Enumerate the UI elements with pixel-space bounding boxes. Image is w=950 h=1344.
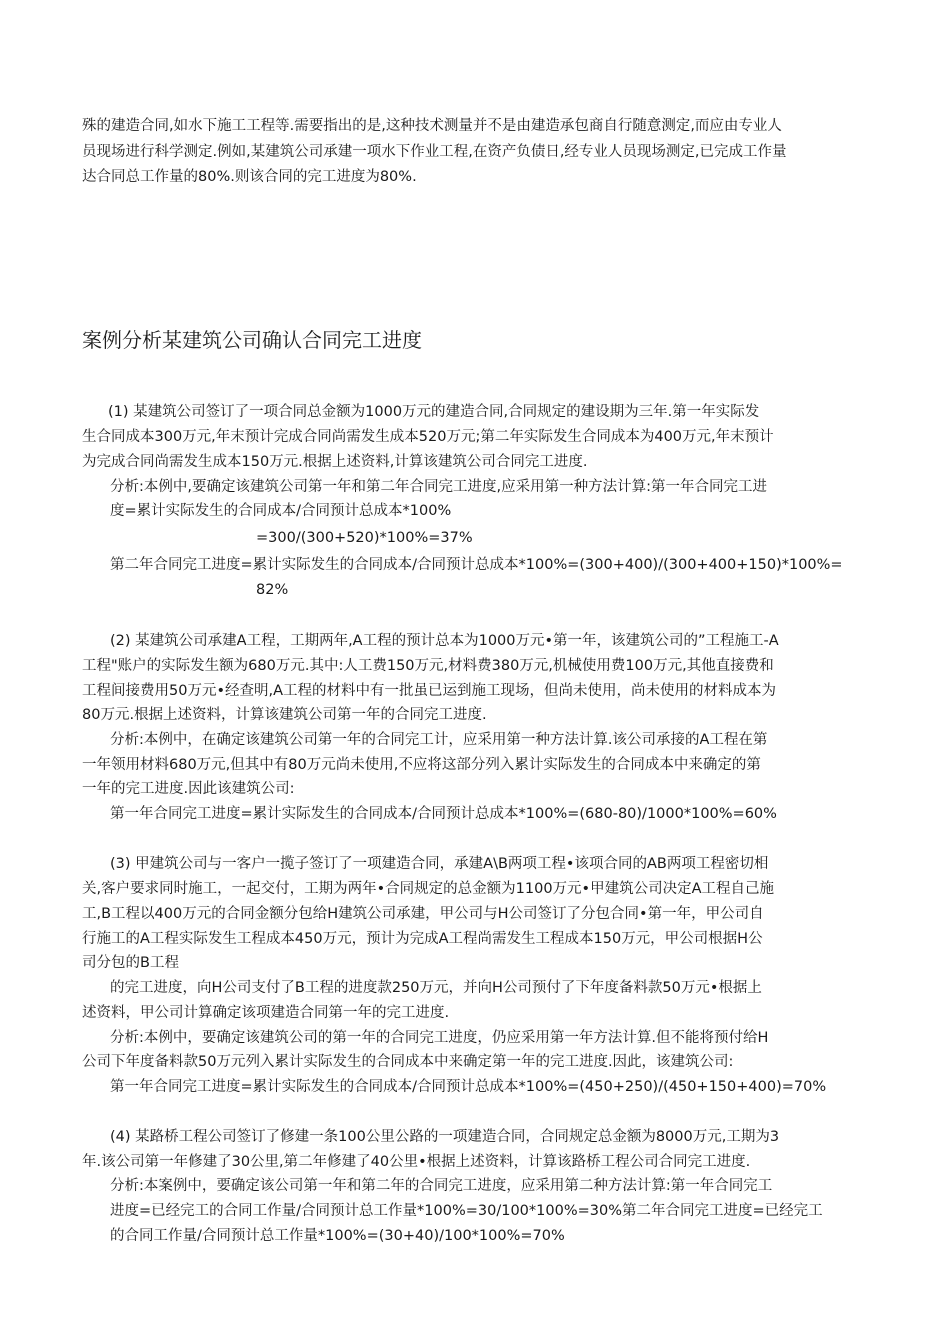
case2-line-1: (2) 某建筑公司承建A工程，工期两年,A工程的预计总本为1000万元•第一年，该建筑公司的”工程施工-A: [110, 633, 779, 649]
case3-line-7: 述资料，甲公司计算确定该项建造合同第一年的完工进度.: [82, 1005, 450, 1021]
case3-line-1: (3) 甲建筑公司与一客户一揽子签订了一项建造合同，承建A\B两项工程•该项合同的AB两项工程密切相: [110, 856, 769, 872]
case4-line-2: 年.该公司第一年修建了30公里,第二年修建了40公里•根据上述资料，计算该路桥工程公司合同完工进度.: [82, 1154, 751, 1170]
case2-line-4: 80万元.根据上述资料，计算该建筑公司第一年的合同完工进度.: [82, 707, 487, 723]
case3-analysis-2: 公司下年度备料款50万元列入累计实际发生的合同成本中来确定第一年的完工进度.因此，该建筑公司:: [82, 1054, 734, 1070]
case3-line-5: 司分包的B工程: [82, 955, 179, 971]
case2-line-2: 工程"账户的实际发生额为680万元.其中:人工费150万元,材料费380万元,机械使用费100万元,其他直接费和: [82, 658, 774, 674]
case4-analysis-1: 分析:本案例中，要确定该公司第一年和第二年的合同完工进度，应采用第二种方法计算:第一年合同完工: [110, 1178, 773, 1194]
case2-result: 第一年合同完工进度=累计实际发生的合同成本/合同预计总成本*100%=(680-80)/1000*100%=60%: [110, 806, 777, 822]
case1-line-2: 生合同成本300万元,年末预计完成合同尚需发生成本520万元;第二年实际发生合同成本为400万元,年末预计: [82, 429, 774, 445]
case1-result: 82%: [256, 582, 289, 598]
intro-line-3: 达合同总工作量的80%.则该合同的完工进度为80%.: [82, 169, 417, 185]
case2-analysis-3: 一年的完工进度.因此该建筑公司:: [82, 781, 295, 797]
case2-line-3: 工程间接费用50万元•经查明,A工程的材料中有一批虽已运到施工现场，但尚未使用，尚未使用的材料成本为: [82, 683, 777, 699]
case2-analysis-1: 分析:本例中，在确定该建筑公司第一年的合同完工计，应采用第一种方法计算.该公司承接的A工程在第: [110, 732, 768, 748]
case1-analysis-3: 第二年合同完工进度=累计实际发生的合同成本/合同预计总成本*100%=(300+400)/(300+400+150)*100%=: [110, 557, 843, 573]
section-heading: 案例分析某建筑公司确认合同完工进度: [82, 328, 422, 352]
case3-line-4: 行施工的A工程实际发生工程成本450万元，预计为完成A工程尚需发生工程成本150万元，甲公司根据H公: [82, 931, 763, 947]
intro-line-1: 殊的建造合同,如水下施工工程等.需要指出的是,这种技术测量并不是由建造承包商自行随意测定,而应由专业人: [82, 118, 782, 134]
case3-line-6: 的完工进度，向H公司支付了B工程的进度款250万元，并向H公司预付了下年度备料款50万元•根据上: [110, 980, 762, 996]
case1-analysis-2: 度=累计实际发生的合同成本/合同预计总成本*100%: [110, 503, 452, 519]
intro-line-2: 员现场进行科学测定.例如,某建筑公司承建一项水下作业工程,在资产负债日,经专业人员现场测定,已完成工作量: [82, 144, 787, 160]
case4-analysis-2: 进度=已经完工的合同工作量/合同预计总工作量*100%=30/100*100%=30%第二年合同完工进度=已经完工: [110, 1203, 823, 1219]
case2-analysis-2: 一年领用材料680万元,但其中有80万元尚未使用,不应将这部分列入累计实际发生的合同成本中来确定的第: [82, 757, 761, 773]
case3-result: 第一年合同完工进度=累计实际发生的合同成本/合同预计总成本*100%=(450+250)/(450+150+400)=70%: [110, 1079, 827, 1095]
case3-line-3: 工,B工程以400万元的合同金额分包给H建筑公司承建，甲公司与H公司签订了分包合同•第一年，甲公司自: [82, 906, 764, 922]
case1-analysis-1: 分析:本例中,要确定该建筑公司第一年和第二年合同完工进度,应采用第一种方法计算:第一年合同完工进: [110, 479, 767, 495]
case4-analysis-3: 的合同工作量/合同预计总工作量*100%=(30+40)/100*100%=70%: [110, 1228, 565, 1244]
case4-line-1: (4) 某路桥工程公司签订了修建一条100公里公路的一项建造合同，合同规定总金额为8000万元,工期为3: [110, 1129, 780, 1145]
case3-line-2: 关,客户要求同时施工，一起交付，工期为两年•合同规定的总金额为1100万元•甲建筑公司决定A工程自己施: [82, 881, 775, 897]
case1-formula: =300/(300+520)*100%=37%: [256, 530, 473, 546]
case3-analysis-1: 分析:本例中，要确定该建筑公司的第一年的合同完工进度，仍应采用第一年方法计算.但不能将预付给H: [110, 1030, 769, 1046]
case1-line-3: 为完成合同尚需发生成本150万元.根据上述资料,计算该建筑公司合同完工进度.: [82, 454, 588, 470]
case1-line-1: (1) 某建筑公司签订了一项合同总金额为1000万元的建造合同,合同规定的建设期为三年.第一年实际发: [108, 404, 760, 420]
